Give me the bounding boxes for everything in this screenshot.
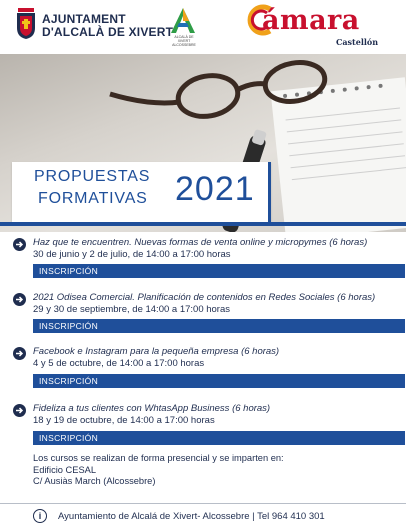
title-box: [12, 162, 271, 222]
arrow-circle-icon: [13, 293, 26, 306]
footer-contact: Ayuntamiento de Alcalá de Xivert- Alcossebre | Tel 964 410 301: [58, 511, 325, 522]
venue-info: [33, 453, 393, 488]
camara-subtitle: Castellón: [336, 37, 379, 47]
ajuntament-line2: D'ALCALÀ DE XIVERT: [42, 25, 174, 39]
course-dates: 4 y 5 de octubre, de 14:00 a 17:00 horas: [33, 358, 205, 369]
camara-logo: [246, 3, 396, 53]
course-title: Facebook e Instagram para la pequeña empresa (6 horas): [33, 346, 280, 357]
course-dates: 30 de junio y 2 de julio, de 14:00 a 17:00 horas: [33, 249, 231, 260]
venue-line1: Los cursos se realizan de forma presencial y se imparten en:: [33, 453, 284, 463]
alcossebre-a-icon: [169, 6, 197, 36]
title-year: 2021: [175, 170, 255, 208]
title-line1: PROPUESTAS: [34, 168, 151, 185]
info-icon: i: [33, 509, 47, 523]
inscripcion-button[interactable]: INSCRIPCIÓN: [33, 264, 405, 278]
blue-divider: [0, 222, 406, 226]
header: [0, 0, 406, 54]
inscripcion-button[interactable]: INSCRIPCIÓN: [33, 319, 405, 333]
inscripcion-button[interactable]: INSCRIPCIÓN: [33, 431, 405, 445]
course-title: Fideliza a tus clientes con WhtasApp Business (6 horas): [33, 403, 271, 414]
course-dates: 29 y 30 de septiembre, de 14:00 a 17:00 horas: [33, 304, 230, 315]
course-title: Haz que te encuentren. Nuevas formas de venta online y micropymes (6 horas): [33, 237, 368, 248]
arrow-circle-icon: [13, 347, 26, 360]
venue-line2: Edificio CESAL: [33, 464, 97, 475]
alcossebre-text: ALCALÀ DE XIVERT ALCOSSEBRE: [172, 35, 196, 47]
course-dates: 18 y 19 de octubre, de 14:00 a 17:00 horas: [33, 415, 215, 426]
ajuntament-line1: AJUNTAMENT: [42, 12, 126, 26]
arrow-circle-icon: [13, 238, 26, 251]
footer: [0, 503, 406, 524]
alcossebre-logo: [169, 6, 197, 50]
inscripcion-button[interactable]: INSCRIPCIÓN: [33, 374, 405, 388]
course-title: 2021 Odisea Comercial. Planificación de contenidos en Redes Sociales (6 horas): [33, 292, 376, 303]
crest-icon: [15, 6, 37, 40]
venue-line3: C/ Ausiàs March (Alcossebre): [33, 476, 156, 486]
ajuntament-name: [42, 13, 172, 39]
title-line2: FORMATIVAS: [38, 190, 148, 207]
camara-word: ámara: [262, 5, 360, 36]
arrow-circle-icon: [13, 404, 26, 417]
